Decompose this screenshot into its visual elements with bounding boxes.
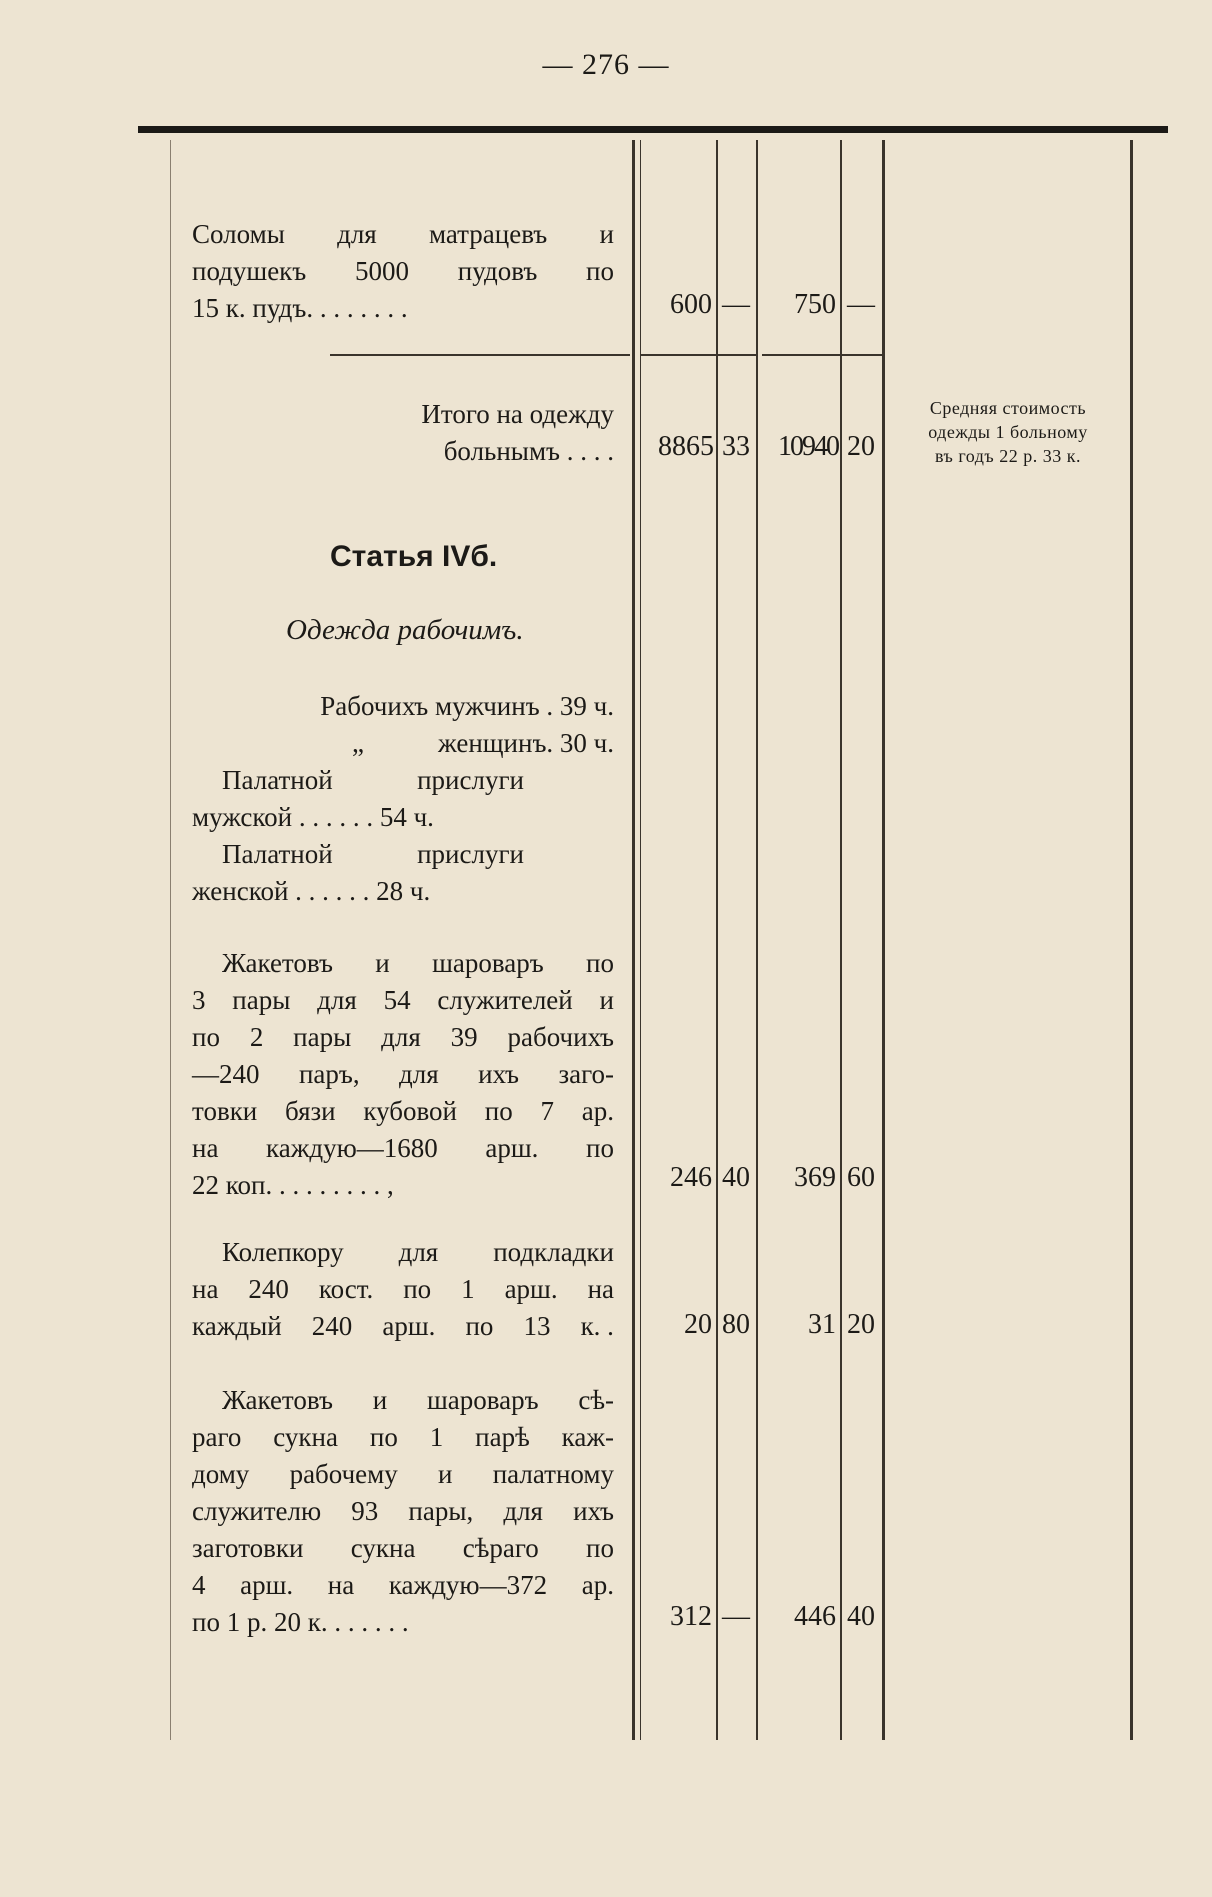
word: Жакетовъ [222,1385,333,1415]
cloth-rub-b: 446 [794,1601,836,1632]
word: пудовъ [457,256,538,286]
straw-rub-a: 600 [670,289,712,320]
word: 93 [351,1496,379,1526]
lining-rub-b: 31 [808,1309,836,1340]
word: товки [192,1096,258,1126]
subtotal-rule-b [762,354,882,356]
word: каждую—1680 [266,1133,438,1163]
word: и [599,985,614,1015]
word: сукна [273,1422,338,1452]
word: по [465,1311,494,1341]
word: и [599,219,614,249]
word: ихъ [573,1496,614,1526]
word: арш. [504,1274,558,1304]
staff-line: мужской . . . . . . 54 ч. [192,802,434,832]
left-border [170,140,171,1740]
word: 15 к. пудъ. . . . . . . . [192,293,408,323]
word: 4 [192,1570,206,1600]
word: для [398,1237,439,1267]
word: 1 [461,1274,475,1304]
word: 39 [450,1022,478,1052]
cloth-text [192,1382,614,1641]
word: ар. [581,1570,614,1600]
word: подушекъ [192,256,307,286]
jackets-kop-b: 60 [847,1162,875,1193]
word: 7 [540,1096,554,1126]
word: по [369,1422,398,1452]
word: Палатной [222,765,333,795]
jackets-kop-a: 40 [722,1162,750,1193]
word: по 1 р. 20 к. . . . . . . [192,1607,409,1637]
word: по [586,948,614,978]
total-rub-a: 8865 [658,431,714,462]
lining-kop-a: 80 [722,1309,750,1340]
word: Колепкору [222,1237,344,1267]
word: рабочему [289,1459,398,1489]
word: шароваръ [432,948,544,978]
word: 2 [249,1022,264,1052]
staff-line: женщинъ. 30 ч. [438,728,614,758]
staff-list [192,688,614,910]
straw-text [192,216,614,327]
staff-line: женской . . . . . . 28 ч. [192,876,431,906]
word: по [403,1274,432,1304]
word: —240 [192,1059,260,1089]
total-kop-b: 20 [847,431,875,462]
straw-kop-b: — [847,289,875,320]
word: сѣ- [578,1385,614,1415]
word: и [438,1459,453,1489]
word: 13 [523,1311,551,1341]
word: паръ, [298,1059,360,1089]
lining-kop-b: 20 [847,1309,875,1340]
staff-line: Рабочихъ мужчинъ . 39 ч. [320,691,614,721]
cloth-kop-a: — [722,1601,750,1632]
lining-text [192,1234,614,1345]
word: каж- [561,1422,614,1452]
cloth-kop-b: 40 [847,1601,875,1632]
word: служителю [192,1496,322,1526]
word: каждый [192,1311,282,1341]
column-divider-1b [640,140,641,1740]
word: подкладки [493,1237,614,1267]
word: к. . [580,1311,614,1341]
word: по [484,1096,513,1126]
column-divider-2 [716,140,718,1740]
word: заго- [558,1059,614,1089]
word: кубовой [363,1096,458,1126]
word: кост. [318,1274,374,1304]
word: 3 [192,985,206,1015]
word: 5000 [355,256,410,286]
word: для [381,1022,421,1052]
cloth-rub-a: 312 [670,1601,712,1632]
word: 240 [311,1311,353,1341]
word: прислуги [417,839,524,869]
word: сѣраго [462,1533,539,1563]
word: по [586,256,614,286]
top-rule [138,126,1168,133]
word: на [587,1274,614,1304]
column-divider-1 [632,140,635,1740]
word: арш. [382,1311,436,1341]
word: шароваръ [426,1385,539,1415]
right-border [1130,140,1133,1740]
word: арш. [485,1133,539,1163]
word: для [503,1496,543,1526]
column-divider-4 [840,140,842,1740]
jackets-text [192,945,614,1204]
total-line-2: больнымъ . . . . [443,436,614,466]
straw-rub-b: 750 [794,289,836,320]
word: палатному [492,1459,614,1489]
word: прислуги [417,765,524,795]
word: дому [192,1459,250,1489]
subtotal-rule-text [330,354,630,356]
word: 240 [248,1274,289,1304]
word: на [327,1570,355,1600]
jackets-rub-b: 369 [794,1162,836,1193]
word: 1 [429,1422,444,1452]
straw-kop-a: — [722,289,750,320]
note-line: Средняя стоимость [929,398,1087,418]
word: по [192,1022,220,1052]
page-number: — 276 — [542,48,670,81]
word: раго [192,1422,242,1452]
note-line: одежды 1 больному [928,422,1088,442]
ditto-mark: „ [352,728,365,758]
word: пары [232,985,291,1015]
word: парѣ [475,1422,530,1452]
word: каждую—372 [388,1570,548,1600]
word: рабочихъ [507,1022,614,1052]
word: Соломы [192,219,285,249]
total-kop-a: 33 [722,431,750,462]
column-divider-5 [882,140,885,1740]
word: пары, [408,1496,474,1526]
word: на [192,1133,219,1163]
lining-rub-a: 20 [684,1309,712,1340]
word: 54 [383,985,411,1015]
word: бязи [285,1096,336,1126]
word: по [586,1533,614,1563]
average-cost-note [892,396,1124,468]
word: пары [293,1022,352,1052]
word: и [375,948,390,978]
column-divider-3 [756,140,758,1740]
total-rub-b: 10940 [778,431,838,462]
word: заготовки [192,1533,304,1563]
word: Жакетовъ [222,948,333,978]
word: арш. [240,1570,294,1600]
word: на [192,1274,219,1304]
word: матрацевъ [428,219,548,249]
word: для [399,1059,439,1089]
section-heading: Статья IVб. [330,540,498,573]
word: служителей [437,985,573,1015]
jackets-rub-a: 246 [670,1162,712,1193]
word: по [586,1133,614,1163]
word: сукна [350,1533,416,1563]
word: для [317,985,357,1015]
word: 22 коп. . . . . . . . . , [192,1170,394,1200]
total-line-1: Итого на одежду [421,399,614,429]
subtotal-rule-a [640,354,756,356]
total-text [192,396,614,470]
note-line: въ годъ 22 р. 33 к. [935,446,1081,466]
word: ар. [581,1096,614,1126]
section-subheading: Одежда рабочимъ. [286,614,524,646]
word: ихъ [478,1059,519,1089]
word: для [337,219,377,249]
word: и [372,1385,388,1415]
word: Палатной [222,839,333,869]
